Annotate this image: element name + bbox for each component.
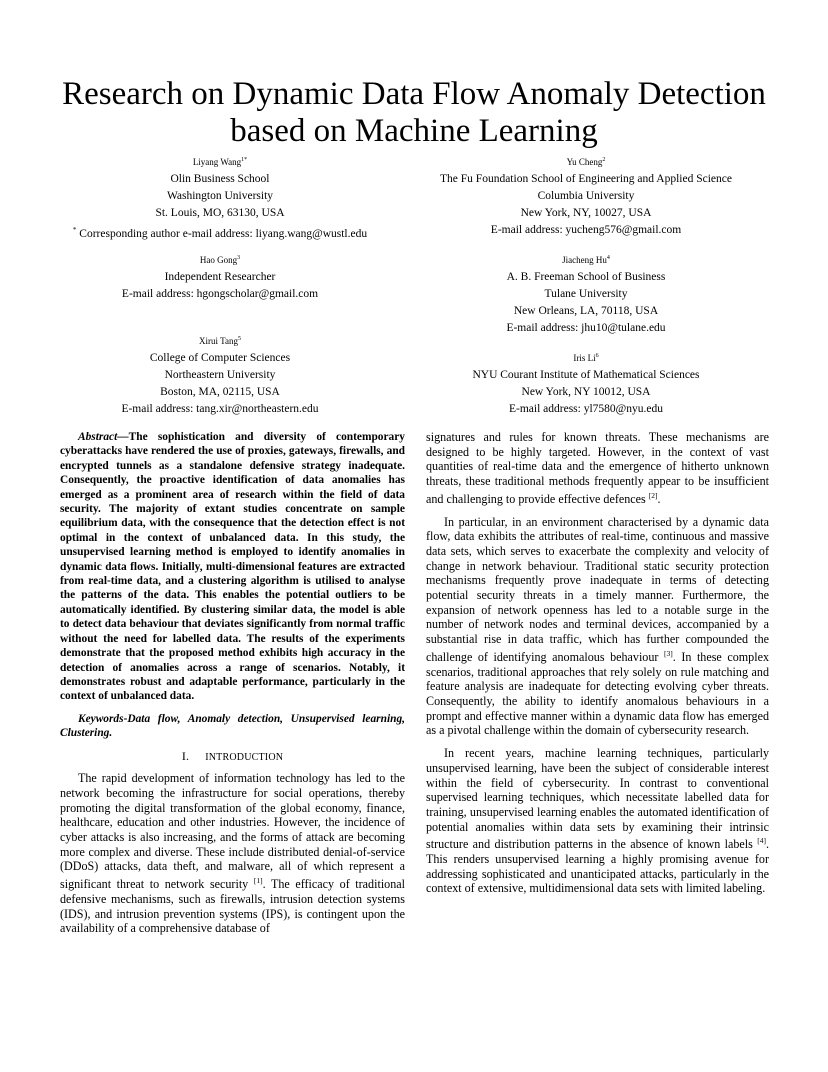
author-email: E-mail address: yucheng576@gmail.com xyxy=(490,224,682,236)
abstract xyxy=(60,430,405,704)
keywords: Keywords-Data flow, Anomaly detection, Unsupervised learning, Clustering. xyxy=(60,712,405,740)
author-sup: 3 xyxy=(237,255,241,261)
abstract-label: Abstract— xyxy=(78,431,129,443)
author-address: New Orleans, LA, 70118, USA xyxy=(513,305,659,317)
author-name: Iris Li xyxy=(573,353,596,363)
author-name: Xirui Tang xyxy=(199,336,238,346)
paper-title xyxy=(0,76,828,150)
author-affiliation: NYU Courant Institute of Mathematical Sciences xyxy=(472,369,700,381)
author-block-4 xyxy=(418,250,754,337)
author-name: Liyang Wang xyxy=(192,157,242,167)
abstract-text: The sophistication and diversity of contemporary cyberattacks have rendered the use of proxies, gateways, firewalls, and encrypted tunnels as a standalone defensive strategy inadequate. Consequently, the proactive identification of data anomalies has emerged as a prominent area of research within the field of data security. The majority of extant studies concentrate on sample equilibrium data, with the consequence that the detection effect is not optimal in the context of unbalanced data. In this study, the unsupervised learning method is employed to identify anomalies in dynamic data flows. Initially, multi-dimensional features are extracted from real-time data, and a clustering algorithm is utilised to analyse the patterns of the data. This enables the potential outliers to be automatically identified. By clustering similar data, the model is able to detect data behaviour that deviates significantly from normal traffic without the need for labelled data. The results of the experiments demonstrate that the proposed method exhibits high accuracy in the detection of anomalies across a range of scenarios. Notably, it demonstrates robust and adaptable performance, particularly in the context of unbalanced data. xyxy=(60,431,405,703)
title-line-1: Research on Dynamic Data Flow Anomaly Detection xyxy=(62,76,766,112)
author-address: Boston, MA, 02115, USA xyxy=(160,386,280,398)
intro-paragraph-3: In recent years, machine learning techniques, particularly unsupervised learning, have been the subject of considerable interest within the field of cybersecurity. In contrast to conventional supervised learning techniques, which necessitate labelled data for training, unsupervised learning enables the automated identification of potential anomalies within data sets by examining their intrinsic structure and distribution patterns in the absence of known labels [4]. This renders unsupervised learning a highly promising avenue for addressing sophisticated and unanticipated attacks, particularly in the context of extensive, multidimensional data sets with limited labeling. xyxy=(426,746,769,896)
section-title: INTRODUCTION xyxy=(205,751,284,763)
citation-ref: [4] xyxy=(757,836,766,846)
author-sup: 1* xyxy=(241,157,248,163)
citation-ref: [1] xyxy=(253,876,263,886)
corresponding-email: Corresponding author e-mail address: liyang.wang@wustl.edu xyxy=(79,227,368,240)
citation-ref: [2] xyxy=(648,490,658,500)
author-address: New York, NY 10012, USA xyxy=(521,386,651,398)
author-email: E-mail address: tang.xir@northeastern.edu xyxy=(121,403,319,415)
author-block-6 xyxy=(418,348,754,418)
author-affiliation: Independent Researcher xyxy=(164,271,276,283)
author-email: E-mail address: yl7580@nyu.edu xyxy=(509,403,663,415)
left-column xyxy=(60,430,405,944)
author-affiliation: Olin Business School xyxy=(170,173,270,185)
author-sup: 6 xyxy=(595,353,599,359)
citation-ref: [3] xyxy=(664,648,673,658)
author-affiliation: A. B. Freeman School of Business xyxy=(506,271,666,283)
intro-paragraph-1: The rapid development of information technology has led to the network becoming the infrastructure for social operations, thereby promoting the digital transformation of the global economy, finance, healthcare, education and other industries. However, the incidence of cyber attacks is also increasing, and the forms of attack are becoming more complex and diverse. These include distributed denial-of-service (DDoS) attacks, data theft, and malware, all of which represent a significant threat to network security [1]. The efficacy of traditional defensive mechanisms, such as firewalls, intrusion detection systems (IDS), and intrusion prevention systems (IPS), is contingent upon the availability of a comprehensive database of xyxy=(60,771,405,936)
author-affiliation: College of Computer Sciences xyxy=(149,352,291,364)
author-affiliation: Columbia University xyxy=(537,190,635,202)
right-column xyxy=(426,430,769,904)
author-block-2 xyxy=(418,152,754,239)
intro-paragraph-1-continued: signatures and rules for known threats. These mechanisms are designed to be highly targeted. However, in the context of vast quantities of real-time data and the emergence of hitherto unknown threats, these traditional methods frequently appear to be insufficient and challenging to provide effective defences [2]. xyxy=(426,430,769,506)
corresponding-note: * Corresponding author e-mail address: liyang.wang@wustl.edu xyxy=(72,226,368,240)
author-affiliation: Northeastern University xyxy=(164,369,276,381)
author-name: Hao Gong xyxy=(199,255,238,265)
author-name: Jiacheng Hu xyxy=(562,255,607,265)
author-affiliation: Washington University xyxy=(166,190,274,202)
author-affiliation: Tulane University xyxy=(544,288,628,300)
author-block-3 xyxy=(70,250,370,303)
section-number: I. xyxy=(181,748,190,763)
author-block-1 xyxy=(70,152,370,243)
author-name: Yu Cheng xyxy=(566,157,603,167)
author-sup: 5 xyxy=(237,336,241,342)
author-block-5 xyxy=(70,331,370,418)
title-line-2: based on Machine Learning xyxy=(230,113,598,149)
author-address: New York, NY, 10027, USA xyxy=(520,207,652,219)
author-sup: 2 xyxy=(602,157,606,163)
author-email: E-mail address: hgongscholar@gmail.com xyxy=(121,288,319,300)
author-address: St. Louis, MO, 63130, USA xyxy=(155,207,285,219)
author-sup: 4 xyxy=(606,255,610,261)
author-email: E-mail address: jhu10@tulane.edu xyxy=(506,322,666,334)
intro-paragraph-2: In particular, in an environment characterised by a dynamic data flow, data exhibits the attributes of real-time, continuous and massive data sets, which serves to exacerbate the complexity and velocity of change in network behaviour. Traditional static security protection mechanisms frequently prove inadequate in terms of detecting potential security threats in a timely manner. Furthermore, the expansion of network openness has led to a notable surge in the number of network nodes and terminal devices, accompanied by a substantial rise in data traffic, which has further compounded the challenge of identifying anomalous behaviour [3]. In these complex scenarios, traditional approaches that rely solely on rule matching and feature analysis are inadequate for detecting evolving cyber threats. Consequently, the ability to identify anomalous behaviours in a prompt and effective manner within a dynamic data flow has emerged as a pivotal challenge within the domain of cybersecurity research. xyxy=(426,514,769,738)
section-heading xyxy=(60,749,405,766)
author-affiliation: The Fu Foundation School of Engineering and Applied Science xyxy=(440,173,732,185)
